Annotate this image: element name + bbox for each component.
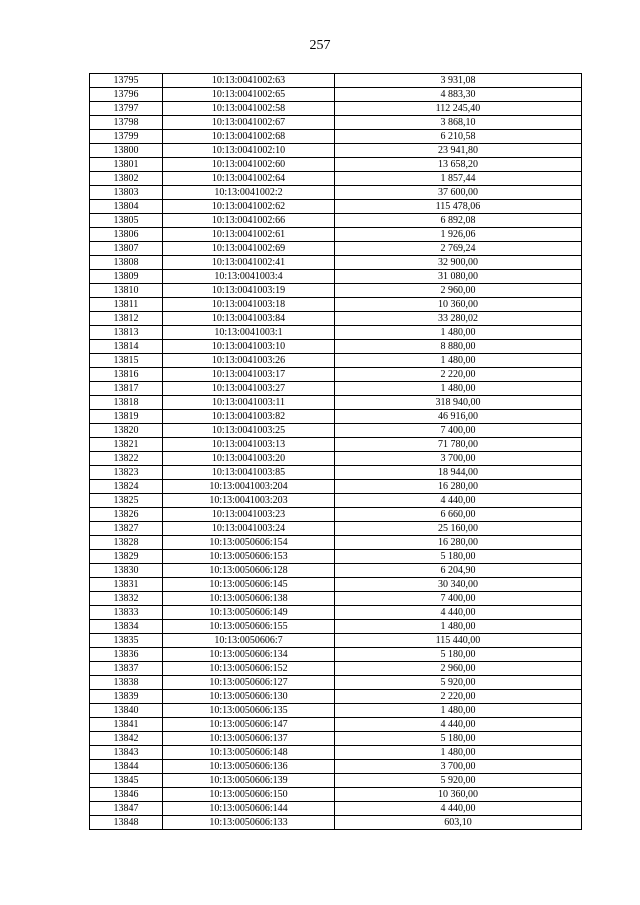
row-number-cell: 13803 [90,186,163,200]
table-row [90,424,582,438]
row-number-cell: 13817 [90,382,163,396]
table-row [90,298,582,312]
value-cell: 10 360,00 [335,298,582,312]
value-cell: 2 960,00 [335,662,582,676]
table-row [90,732,582,746]
value-cell: 16 280,00 [335,536,582,550]
table-row [90,648,582,662]
table-row [90,284,582,298]
cadastral-number-cell: 10:13:0050606:145 [163,578,335,592]
row-number-cell: 13795 [90,74,163,88]
row-number-cell: 13843 [90,746,163,760]
value-cell: 5 920,00 [335,774,582,788]
row-number-cell: 13845 [90,774,163,788]
row-number-cell: 13838 [90,676,163,690]
table-row [90,396,582,410]
row-number-cell: 13812 [90,312,163,326]
value-cell: 25 160,00 [335,522,582,536]
table-row [90,186,582,200]
table-row [90,578,582,592]
value-cell: 5 180,00 [335,648,582,662]
table-row [90,452,582,466]
table-row [90,410,582,424]
cadastral-number-cell: 10:13:0041002:60 [163,158,335,172]
row-number-cell: 13800 [90,144,163,158]
cadastral-number-cell: 10:13:0041003:25 [163,424,335,438]
value-cell: 115 478,06 [335,200,582,214]
value-cell: 7 400,00 [335,424,582,438]
cadastral-number-cell: 10:13:0041003:23 [163,508,335,522]
cadastral-number-cell: 10:13:0041002:64 [163,172,335,186]
row-number-cell: 13806 [90,228,163,242]
row-number-cell: 13822 [90,452,163,466]
cadastral-number-cell: 10:13:0041003:19 [163,284,335,298]
row-number-cell: 13841 [90,718,163,732]
table-row [90,172,582,186]
value-cell: 318 940,00 [335,396,582,410]
value-cell: 23 941,80 [335,144,582,158]
cadastral-number-cell: 10:13:0041003:82 [163,410,335,424]
value-cell: 5 920,00 [335,676,582,690]
table-row [90,802,582,816]
table-row [90,746,582,760]
value-cell: 18 944,00 [335,466,582,480]
cadastral-number-cell: 10:13:0050606:150 [163,788,335,802]
cadastral-number-cell: 10:13:0041003:84 [163,312,335,326]
cadastral-number-cell: 10:13:0041003:24 [163,522,335,536]
row-number-cell: 13796 [90,88,163,102]
value-cell: 1 926,06 [335,228,582,242]
row-number-cell: 13844 [90,760,163,774]
row-number-cell: 13808 [90,256,163,270]
row-number-cell: 13797 [90,102,163,116]
table-row [90,340,582,354]
row-number-cell: 13816 [90,368,163,382]
row-number-cell: 13825 [90,494,163,508]
value-cell: 2 220,00 [335,690,582,704]
row-number-cell: 13821 [90,438,163,452]
value-cell: 1 480,00 [335,704,582,718]
value-cell: 3 700,00 [335,760,582,774]
row-number-cell: 13829 [90,550,163,564]
cadastral-number-cell: 10:13:0041003:204 [163,480,335,494]
cadastral-number-cell: 10:13:0041003:27 [163,382,335,396]
table-row [90,662,582,676]
row-number-cell: 13847 [90,802,163,816]
row-number-cell: 13805 [90,214,163,228]
table-row [90,368,582,382]
cadastral-number-cell: 10:13:0041002:69 [163,242,335,256]
value-cell: 32 900,00 [335,256,582,270]
table-row [90,312,582,326]
value-cell: 37 600,00 [335,186,582,200]
value-cell: 8 880,00 [335,340,582,354]
row-number-cell: 13799 [90,130,163,144]
cadastral-number-cell: 10:13:0041002:41 [163,256,335,270]
table-row [90,158,582,172]
table-row [90,438,582,452]
table-row [90,536,582,550]
value-cell: 4 440,00 [335,718,582,732]
table-row [90,102,582,116]
cadastral-number-cell: 10:13:0050606:148 [163,746,335,760]
table-row [90,270,582,284]
cadastral-number-cell: 10:13:0050606:152 [163,662,335,676]
value-cell: 2 960,00 [335,284,582,298]
value-cell: 30 340,00 [335,578,582,592]
row-number-cell: 13830 [90,564,163,578]
cadastral-number-cell: 10:13:0041003:10 [163,340,335,354]
table-row [90,214,582,228]
cadastral-number-cell: 10:13:0050606:128 [163,564,335,578]
table-row [90,634,582,648]
value-cell: 115 440,00 [335,634,582,648]
cadastral-number-cell: 10:13:0050606:7 [163,634,335,648]
row-number-cell: 13807 [90,242,163,256]
table-row [90,592,582,606]
table-row [90,256,582,270]
table-row [90,760,582,774]
value-cell: 4 440,00 [335,802,582,816]
cadastral-number-cell: 10:13:0050606:147 [163,718,335,732]
value-cell: 1 480,00 [335,382,582,396]
value-cell: 4 440,00 [335,606,582,620]
value-cell: 3 700,00 [335,452,582,466]
table-row [90,466,582,480]
cadastral-number-cell: 10:13:0041003:1 [163,326,335,340]
row-number-cell: 13839 [90,690,163,704]
row-number-cell: 13828 [90,536,163,550]
cadastral-number-cell: 10:13:0050606:135 [163,704,335,718]
cadastral-number-cell: 10:13:0041003:17 [163,368,335,382]
table-row [90,816,582,830]
row-number-cell: 13848 [90,816,163,830]
value-cell: 71 780,00 [335,438,582,452]
table-row [90,788,582,802]
row-number-cell: 13835 [90,634,163,648]
cadastral-number-cell: 10:13:0041003:26 [163,354,335,368]
row-number-cell: 13842 [90,732,163,746]
value-cell: 5 180,00 [335,550,582,564]
row-number-cell: 13827 [90,522,163,536]
row-number-cell: 13818 [90,396,163,410]
row-number-cell: 13832 [90,592,163,606]
row-number-cell: 13826 [90,508,163,522]
row-number-cell: 13801 [90,158,163,172]
cadastral-number-cell: 10:13:0041002:10 [163,144,335,158]
value-cell: 2 769,24 [335,242,582,256]
table-row [90,690,582,704]
row-number-cell: 13815 [90,354,163,368]
table-row [90,718,582,732]
cadastral-number-cell: 10:13:0041003:20 [163,452,335,466]
value-cell: 1 480,00 [335,746,582,760]
value-cell: 2 220,00 [335,368,582,382]
cadastral-number-cell: 10:13:0041002:62 [163,200,335,214]
value-cell: 1 480,00 [335,620,582,634]
table-row [90,704,582,718]
table-row [90,508,582,522]
cadastral-number-cell: 10:13:0050606:155 [163,620,335,634]
value-cell: 6 660,00 [335,508,582,522]
page-number: 257 [309,38,331,53]
row-number-cell: 13834 [90,620,163,634]
cadastral-number-cell: 10:13:0041003:4 [163,270,335,284]
table-row [90,74,582,88]
table-row [90,480,582,494]
value-cell: 16 280,00 [335,480,582,494]
row-number-cell: 13813 [90,326,163,340]
value-cell: 4 883,30 [335,88,582,102]
cadastral-number-cell: 10:13:0041002:63 [163,74,335,88]
value-cell: 5 180,00 [335,732,582,746]
value-cell: 13 658,20 [335,158,582,172]
value-cell: 603,10 [335,816,582,830]
cadastral-number-cell: 10:13:0050606:130 [163,690,335,704]
table-row [90,242,582,256]
value-cell: 1 480,00 [335,326,582,340]
value-cell: 3 931,08 [335,74,582,88]
row-number-cell: 13823 [90,466,163,480]
value-cell: 6 892,08 [335,214,582,228]
row-number-cell: 13840 [90,704,163,718]
cadastral-number-cell: 10:13:0041002:58 [163,102,335,116]
table-row [90,144,582,158]
cadastral-number-cell: 10:13:0041003:11 [163,396,335,410]
table-row [90,326,582,340]
row-number-cell: 13809 [90,270,163,284]
table-row [90,774,582,788]
cadastral-number-cell: 10:13:0050606:149 [163,606,335,620]
registry-table-body [90,74,582,830]
cadastral-number-cell: 10:13:0041002:67 [163,116,335,130]
row-number-cell: 13798 [90,116,163,130]
table-row [90,354,582,368]
cadastral-number-cell: 10:13:0041002:68 [163,130,335,144]
cadastral-number-cell: 10:13:0050606:153 [163,550,335,564]
row-number-cell: 13837 [90,662,163,676]
row-number-cell: 13831 [90,578,163,592]
cadastral-number-cell: 10:13:0041002:2 [163,186,335,200]
cadastral-number-cell: 10:13:0041002:65 [163,88,335,102]
table-row [90,116,582,130]
table-row [90,676,582,690]
value-cell: 1 480,00 [335,354,582,368]
cadastral-number-cell: 10:13:0050606:137 [163,732,335,746]
row-number-cell: 13836 [90,648,163,662]
table-row [90,228,582,242]
table-row [90,130,582,144]
row-number-cell: 13824 [90,480,163,494]
table-row [90,620,582,634]
value-cell: 6 210,58 [335,130,582,144]
value-cell: 3 868,10 [335,116,582,130]
table-row [90,550,582,564]
value-cell: 112 245,40 [335,102,582,116]
row-number-cell: 13811 [90,298,163,312]
cadastral-number-cell: 10:13:0041003:85 [163,466,335,480]
cadastral-number-cell: 10:13:0050606:139 [163,774,335,788]
value-cell: 4 440,00 [335,494,582,508]
value-cell: 10 360,00 [335,788,582,802]
cadastral-number-cell: 10:13:0050606:133 [163,816,335,830]
value-cell: 31 080,00 [335,270,582,284]
row-number-cell: 13820 [90,424,163,438]
value-cell: 46 916,00 [335,410,582,424]
cadastral-number-cell: 10:13:0050606:127 [163,676,335,690]
cadastral-number-cell: 10:13:0041003:203 [163,494,335,508]
table-row [90,494,582,508]
row-number-cell: 13846 [90,788,163,802]
row-number-cell: 13819 [90,410,163,424]
table-row [90,88,582,102]
table-row [90,200,582,214]
cadastral-number-cell: 10:13:0050606:154 [163,536,335,550]
cadastral-number-cell: 10:13:0050606:144 [163,802,335,816]
table-row [90,606,582,620]
value-cell: 7 400,00 [335,592,582,606]
row-number-cell: 13804 [90,200,163,214]
cadastral-number-cell: 10:13:0041002:61 [163,228,335,242]
row-number-cell: 13802 [90,172,163,186]
cadastral-number-cell: 10:13:0050606:136 [163,760,335,774]
value-cell: 6 204,90 [335,564,582,578]
table-row [90,522,582,536]
registry-table [89,73,582,830]
cadastral-number-cell: 10:13:0041003:18 [163,298,335,312]
table-row [90,564,582,578]
value-cell: 1 857,44 [335,172,582,186]
row-number-cell: 13814 [90,340,163,354]
cadastral-number-cell: 10:13:0041003:13 [163,438,335,452]
value-cell: 33 280,02 [335,312,582,326]
row-number-cell: 13833 [90,606,163,620]
row-number-cell: 13810 [90,284,163,298]
cadastral-number-cell: 10:13:0050606:134 [163,648,335,662]
cadastral-number-cell: 10:13:0041002:66 [163,214,335,228]
table-row [90,382,582,396]
cadastral-number-cell: 10:13:0050606:138 [163,592,335,606]
